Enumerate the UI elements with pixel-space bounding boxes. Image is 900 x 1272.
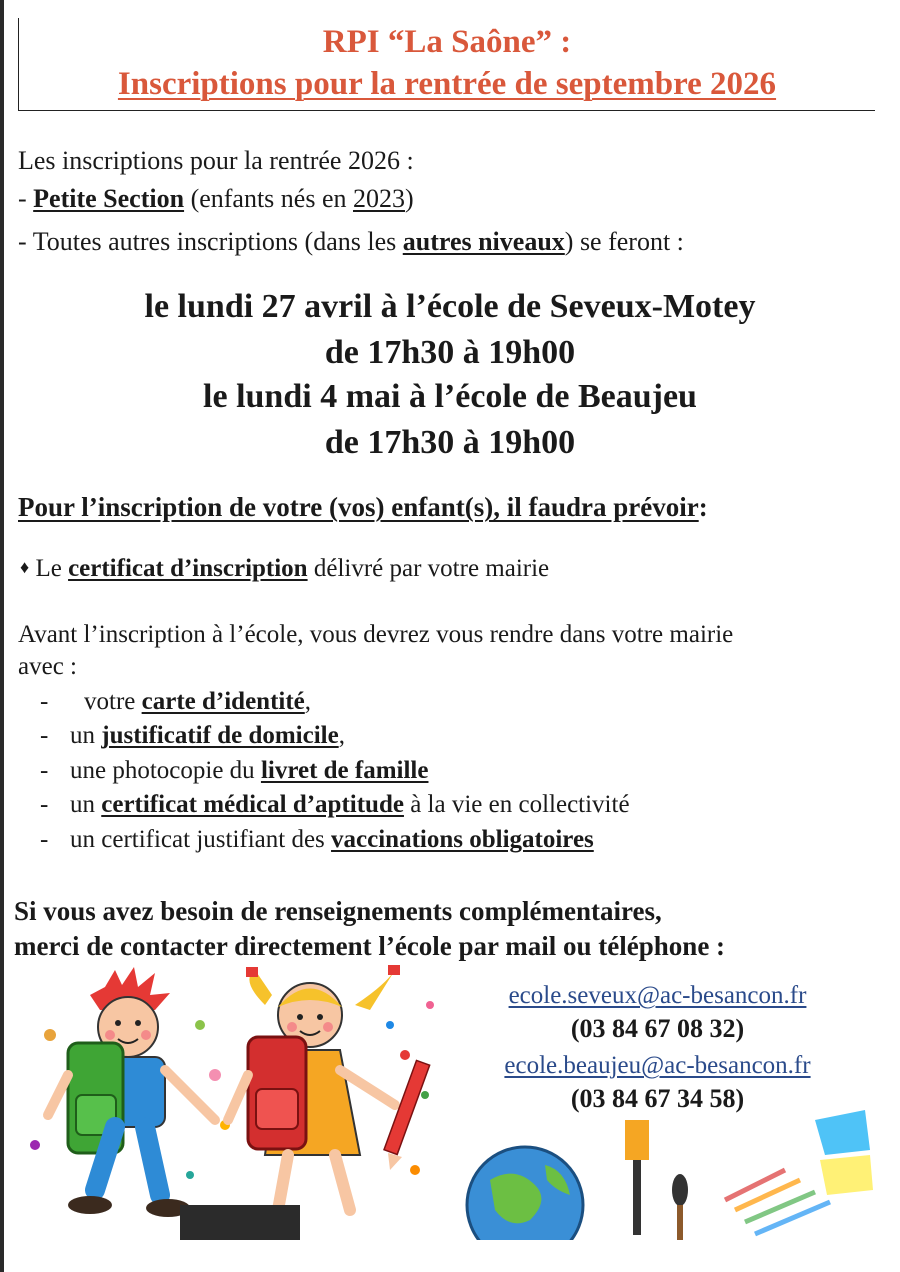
list-item-prefix: un (70, 722, 102, 749)
paint-strokes (725, 1110, 873, 1234)
girl-figure (228, 965, 400, 1210)
intro-line-1: Les inscriptions pour la rentrée 2026 : (18, 146, 414, 175)
date-line-1: le lundi 27 avril à l’école de Seveux-Motey (144, 288, 756, 325)
brush-icon (625, 1120, 688, 1240)
globe-icon (467, 1147, 583, 1240)
list-item (40, 688, 311, 716)
certificate-bullet (20, 555, 549, 583)
date-line-2: le lundi 4 mai à l’école de Beaujeu (203, 378, 697, 415)
intro-line-2-prefix: - (18, 184, 34, 213)
page-edge (0, 0, 4, 1272)
requirements-heading (18, 492, 708, 523)
contact-phone-seveux: (03 84 67 08 32) (570, 1014, 745, 1043)
list-item-prefix: votre (84, 688, 142, 715)
title-box (18, 18, 875, 111)
petite-section-label: Petite Section (33, 184, 185, 213)
intro-line-3-prefix: - Toutes autres inscriptions (dans les (18, 227, 403, 256)
certificate-bullet-prefix: Le (35, 555, 69, 582)
contact-phone-beaujeu: (03 84 67 34 58) (570, 1084, 745, 1113)
list-item-prefix: un (70, 791, 102, 818)
list-dash: - (40, 688, 49, 715)
certificate-bullet-end: délivré par votre mairie (307, 555, 550, 582)
list-dash: - (40, 826, 49, 853)
list-item-bold: certificat médical d’aptitude (101, 791, 404, 818)
page-title: RPI “La Saône” : (322, 24, 572, 60)
list-item-bold: justificatif de domicile (101, 722, 339, 749)
certificate-label: certificat d’inscription (68, 555, 308, 582)
mairie-intro-line-2: avec : (18, 653, 77, 680)
email-link-seveux[interactable]: ecole.seveux@ac-besancon.fr (508, 982, 807, 1009)
requirements-heading-colon: : (698, 492, 708, 522)
diamond-bullet-icon: ♦ (20, 557, 30, 577)
closing-line-1: Si vous avez besoin de renseignements complémentaires, (14, 896, 662, 926)
mairie-intro-line-1: Avant l’inscription à l’école, vous devrez vous rendre dans votre mairie (18, 621, 734, 648)
birth-year: 2023 (353, 184, 405, 213)
intro-line-3 (18, 227, 684, 257)
list-item-prefix: une photocopie du (70, 757, 261, 784)
closing-line-2: merci de contacter directement l’école par mail ou téléphone : (14, 931, 726, 961)
list-dash: - (40, 757, 49, 784)
list-item-bold: carte d’identité (141, 688, 305, 715)
intro-line-2-mid: (enfants nés en (184, 184, 353, 213)
list-item-bold: livret de famille (260, 757, 429, 784)
intro-line-2-end: ) (405, 184, 414, 213)
contact-email-seveux[interactable] (440, 982, 875, 1010)
list-item (40, 757, 428, 785)
list-item-suffix: à la vie en collectivité (403, 791, 630, 818)
list-dash: - (40, 791, 49, 818)
contact-email-beaujeu[interactable] (440, 1052, 875, 1080)
list-item (40, 826, 594, 854)
list-item-suffix: , (304, 688, 312, 715)
list-item-suffix: , (338, 722, 345, 749)
list-dash: - (40, 722, 49, 749)
list-item-prefix: un certificat justifiant des (70, 826, 332, 853)
list-item (40, 791, 630, 819)
requirements-heading-text: Pour l’inscription de votre (vos) enfant(s), il faudra prévoir (18, 492, 699, 522)
autres-niveaux-label: autres niveaux (402, 227, 565, 256)
page-subtitle: Inscriptions pour la rentrée de septembre 2026 (117, 66, 777, 102)
time-line-2: de 17h30 à 19h00 (324, 424, 576, 461)
pencil-icon (384, 1060, 430, 1170)
school-supplies-illustration (455, 1110, 875, 1240)
chalkboard (180, 1205, 300, 1240)
time-line-1: de 17h30 à 19h00 (324, 334, 576, 371)
intro-line-2 (18, 184, 414, 214)
boy-figure (48, 967, 215, 1217)
email-link-beaujeu[interactable]: ecole.beaujeu@ac-besancon.fr (504, 1052, 811, 1079)
list-item-bold: vaccinations obligatoires (331, 826, 594, 853)
children-illustration (10, 965, 450, 1240)
intro-line-3-end: ) se feront : (564, 227, 684, 256)
list-item (40, 722, 345, 750)
